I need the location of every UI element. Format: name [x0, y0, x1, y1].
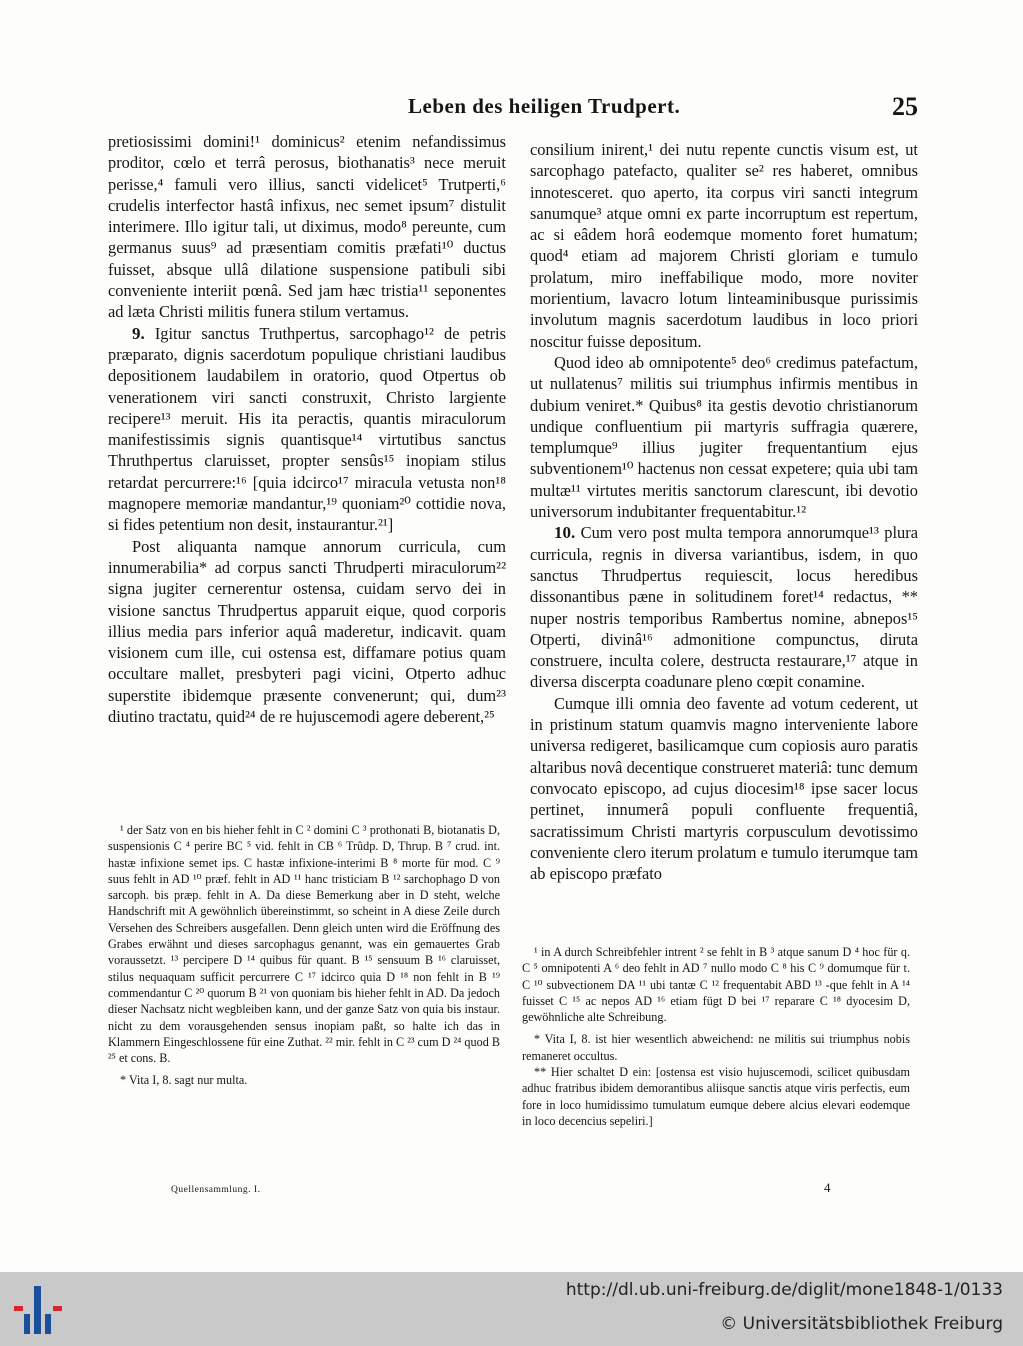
right-column	[530, 139, 918, 884]
left-paragraph-1: pretiosissimi domini!¹ dominicus² etenim nefandissimus proditor, cœlo et terrâ perosus, biothanatis³ nece meruit perisse,⁴ famuli vero illius, sancti videlicet⁵ Trutperti,⁶ crudelis interfector hastâ infixus, nec semet ipsum⁷ distulit interimere. Illo igitur tali, ut diximus, modo⁸ pereunte, cum germanus suus⁹ ad præsentiam comitis præfati¹⁰ ductus fuisset, absque ullâ dilatione suspensione patibuli sibi conveniente interiit pœnâ. Sed jam hæc tristia¹¹ seponentes ad læta Christi militis funera stilum vertamus.	[108, 132, 506, 322]
left-column	[108, 131, 506, 727]
section-9	[108, 323, 506, 536]
section-number-9: 9.	[132, 323, 145, 343]
left-paragraph-3: Post aliquanta namque annorum curricula, cum innumerabilia* ad corpus sancti Thrudperti miraculorum²² signa jugiter cernerentur ostensa, cuidam servo dei in visione sanctus Thrudpertus apparuit eique, quod corporis illius media pars inferior aquâ maderetur, indicavit. quam visionem cum ille, cui ostensa est, diffamare potius quam occultare mallet, presbyteri pagi vicini, Otperto adhuc superstite ibidemque præsente convenerunt; qui, dum²³ diutino tractatu, quid²⁴ de re hujuscemodi agere deberent,²⁵	[108, 536, 506, 727]
right-footnote-double-star: ** Hier schaltet D ein: [ostensa est visio hujuscemodi, scilicet quibusdam adhuc fratribus ibidem demorantibus aliisque sanctis atque viris perfectis, eum fore in loco humidissimo tumulatum eumque debere alcius elevari eodemque in loco decencius sepeliri.]	[522, 1065, 910, 1128]
running-title: Leben des heiligen Trudpert.	[408, 94, 681, 118]
right-footnote-star: * Vita I, 8. ist hier wesentlich abweichend: ne militis sui triumphus nobis remaneret occultus.	[522, 1032, 910, 1063]
sheet-number: 4	[824, 1180, 831, 1195]
left-footnote-star: * Vita I, 8. sagt nur multa.	[120, 1073, 248, 1088]
section-number-10: 10.	[554, 523, 576, 543]
viewer-footer	[0, 1272, 1023, 1346]
left-footnotes-text: ¹ der Satz von en bis hieher fehlt in C ² domini C ³ prothonati B, biotanatis D, suspensionis C ⁴ perire BC ⁵ vid. fehlt in CB ⁶ Trûdp. D, Thrup. B ⁷ crud. int. hastæ infixione semet ips. C hastæ infixione-interimi B ⁸ morte für mod. C ⁹ suus fehlt in AD ¹⁰ præf. fehlt in AD ¹¹ hanc tristiciam B ¹² sarchophago D von sarcoph. bis præp. fehlt in A. Da diese Bemerkung aber in D steht, welche Handschrift mit A gewöhnlich übereinstimmt, so scheint in A diese Zeile durch Versehen des Schreibers ausgefallen. Denn gleich unten wird die Eröffnung des Grabes erwähnt und dieses sarcophagus genannt, was ein gemauertes Grab voraussetzt. ¹³ percipere D ¹⁴ quibus für quant. B ¹⁵ sensuum B ¹⁶ claruisset, stilus nequaquam sufficit percurrere C ¹⁷ idcirco quia D ¹⁸ non fehlt in B ¹⁹ commendantur C ²⁰ quorum B ²¹ von quoniam bis hieher fehlt in AD. Da jedoch dieser Nachsatz nicht wegbleiben kann, und der ganze Satz von quia bis instaur. nicht zu dem vorausgehenden sensus inopiam paßt, so halte ich das in Klammern Eingeschlossene für eine Zuthat. ²² mir. fehlt in C ²³ cum D ²⁴ quod B ²⁵ et cons. B.	[108, 823, 500, 1066]
page-number: 25	[892, 92, 918, 121]
section-9-text: Igitur sanctus Truthpertus, sarcophago¹² de petris præparato, dignis sacerdotum populique christiani laudibus depositionem laudabilem in oratorio, quod Otpertus ob venerationem viri sancti construxit, Christo largiente recipere¹³ meruit. His ita peractis, quantis miraculorum manifestissimis signis quantisque¹⁴ virtutibus sanctus Thruthpertus claruisset, propter sensûs¹⁵ inopiam stilus retardat percurrere:¹⁶ [quia idcirco¹⁷ miracula vetusta non¹⁸ magnopere memoriæ mandantur,¹⁹ quoniam²⁰ cottidie nova, si fides petentium non desit, instaurantur.²¹]	[108, 323, 506, 535]
right-paragraph-2: Quod ideo ab omnipotente⁵ deo⁶ credimus patefactum, ut nullatenus⁷ militis sui triumphus infirmis mentibus in dubium veniret.* Quibus⁸ ita gestis devotio christianorum undique confluentium pii martyris suffragia quærere, templumque⁹ illius jugiter frequentantium ejus subventionem¹⁰ hactenus non cessat expetere; quia ubi tam multæ¹¹ virtutes meritis sanctorum clarescunt, ibi devotio universorum indubitanter frequentabitur.¹²	[530, 352, 918, 522]
right-footnotes	[522, 944, 910, 1129]
right-paragraph-4: Cumque illi omnia deo favente ad votum cederent, ut in pristinum statum quamvis magno interveniente labore universa redigeret, basilicamque cum copiosis auro paratis altaribus novâ decentique construeret materiâ: tunc demum convocato episcopo, ad cujus diocesim¹⁸ ipse sacer locus pertinet, innumerâ populi confluente frequentiâ, sacratissimum Christi martyris corpusculum devotissimo conveniente clero iterum prolatum e tumulo iterumque tam ab episcopo præfato	[530, 693, 918, 884]
right-paragraph-1: consilium inirent,¹ dei nutu repente cunctis visum est, ut sarcophago patefacto, qualiter se² res haberet, omnibus innotesceret. quo aperto, ita corpus viri sancti integrum sanumque³ atque omni ex parte incorruptum est repertum, ac si eâdem horâ eodemque momento foret humatum; quod⁴ etiam ad majorem Christi gloriam e tumulo prolatum, miro ineffabilique modo, more noviter morientium, lavacro lotum linteaminibusque purissimis involutum magnis sacerdotum laudibus in loco priori noscitur fuisse depositum.	[530, 140, 918, 351]
printer-signature: Quellensammlung. I.	[171, 1185, 261, 1195]
copyright-notice: © Universitätsbibliothek Freiburg	[720, 1314, 1003, 1334]
section-10-text: Cum vero post multa tempora annorumque¹³ plura curricula, regnis in diversa variantibus, isdem, in quo sanctus Thrudpertus requiescit, locus heredibus dissonantibus pæne in solitudinem foret¹⁴ redactus, ** nuper nostris temporibus Rambertus nomine, abnepos¹⁵ Otperti, divinâ¹⁶ admonitione compunctus, diruta construere, inculta colere, destructa restaurare,¹⁷ atque in diversa discerpta coadunare pleno cœpit conamine.	[530, 523, 918, 692]
library-logo-icon[interactable]	[14, 1284, 64, 1336]
left-footnotes	[108, 822, 500, 1089]
right-footnotes-text: ¹ in A durch Schreibfehler intrent ² se fehlt in B ³ atque sanum D ⁴ hoc für q. C ⁵ omnipotenti A ⁶ deo fehlt in AD ⁷ nullo modo C ⁸ his C ⁹ domumque für t. C ¹⁰ subvectionem DA ¹¹ ubi tantæ C ¹² frequentabit ABD ¹³ -que fehlt in A ¹⁴ fuisset C ¹⁵ ac nepos AD ¹⁶ etiam fügt D bei ¹⁷ reparare C ¹⁸ dyocesim D, gewöhnliche alte Schreibung.	[522, 945, 910, 1025]
library-logo-svg	[14, 1284, 64, 1336]
permalink-url[interactable]: http://dl.ub.uni-freiburg.de/diglit/mone1848-1/0133	[565, 1280, 1003, 1300]
page-header	[108, 92, 918, 128]
section-10	[530, 522, 918, 692]
